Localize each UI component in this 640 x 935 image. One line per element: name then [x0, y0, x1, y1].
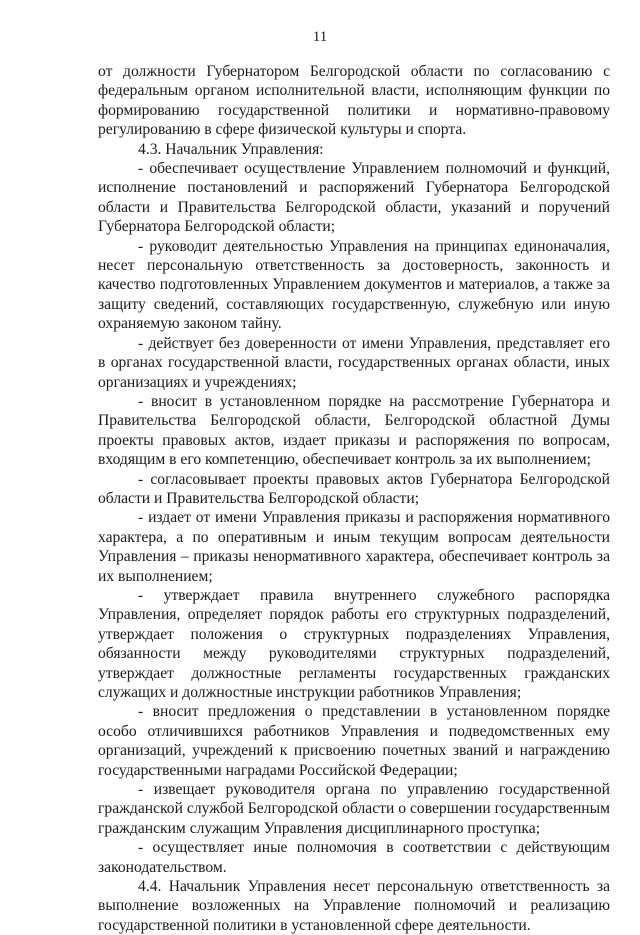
section-4-4: 4.4. Начальник Управления несет персональную ответственность за выполнение возложенных на Управление полномочий и реализацию государственной политики в установленной сфере деятельности. — [98, 878, 610, 934]
paragraph-item: - согласовывает проекты правовых актов Губернатора Белгородской области и Правительства Белгородской области; — [98, 470, 610, 507]
section-heading-4-3: 4.3. Начальник Управления: — [138, 140, 324, 158]
paragraph-item: - вносит в установленном порядке на рассмотрение Губернатора и Правительства Белгородской области, Белгородской областной Думы проекты правовых актов, издает приказы и распоряжения по вопросам, входящим в его компетенцию, обеспечивает контроль за их выполнением; — [98, 392, 610, 469]
document-body — [98, 62, 610, 935]
paragraph-item: - извещает руководителя органа по управлению государственной гражданской службой Белгородской области о совершении государственным гражданским служащим Управления дисциплинарного проступка; — [98, 781, 610, 837]
page-number: 11 — [312, 29, 328, 45]
paragraph-item: - издает от имени Управления приказы и распоряжения нормативного характера, а по оперативным и иным текущим вопросам деятельности Управления – приказы ненормативного характера, обеспечивает контроль за их выполнением; — [98, 509, 610, 585]
paragraph-item: - действует без доверенности от имени Управления, представляет его в органах государственной власти, государственных органах области, иных организациях и учреждениях; — [98, 334, 610, 391]
paragraph-item: - утверждает правила внутреннего служебного распорядка Управления, определяет порядок работы его структурных подразделений, утверждает положения о структурных подразделениях Управления, обязанности между руководителями структурных подразделений, утверждает должностные регламенты государственных гражданских служащих и должностные инструкции работников Управления; — [98, 586, 610, 701]
paragraph-continuation: от должности Губернатором Белгородской области по согласованию с федеральным органом исполнительной власти, исполняющим функции по формированию государственной политики и нормативно-правовому регулированию в сфере физической культуры и спорта. — [98, 63, 610, 139]
paragraph-item: - вносит предложения о представлении в установленном порядке особо отличившихся работников Управления и подведомственных ему организаций, учреждений к присвоению почетных званий и награждению государственными наградами Российской Федерации; — [98, 703, 610, 779]
paragraph-item: - осуществляет иные полномочия в соответствии с действующим законодательством. — [98, 839, 610, 876]
paragraph-item: - руководит деятельностью Управления на принципах единоначалия, несет персональную ответственность за достоверность, законность и качество подготовленных Управлением документов и материалов, а также за защиту сведений, составляющих государственную, служебную или иную охраняемую законом тайну. — [98, 237, 610, 333]
paragraph-item: - обеспечивает осуществление Управлением полномочий и функций, исполнение постановлений и распоряжений Губернатора Белгородской области и Правительства Белгородской области, указаний и поручений Губернатора Белгородской области; — [98, 160, 610, 236]
